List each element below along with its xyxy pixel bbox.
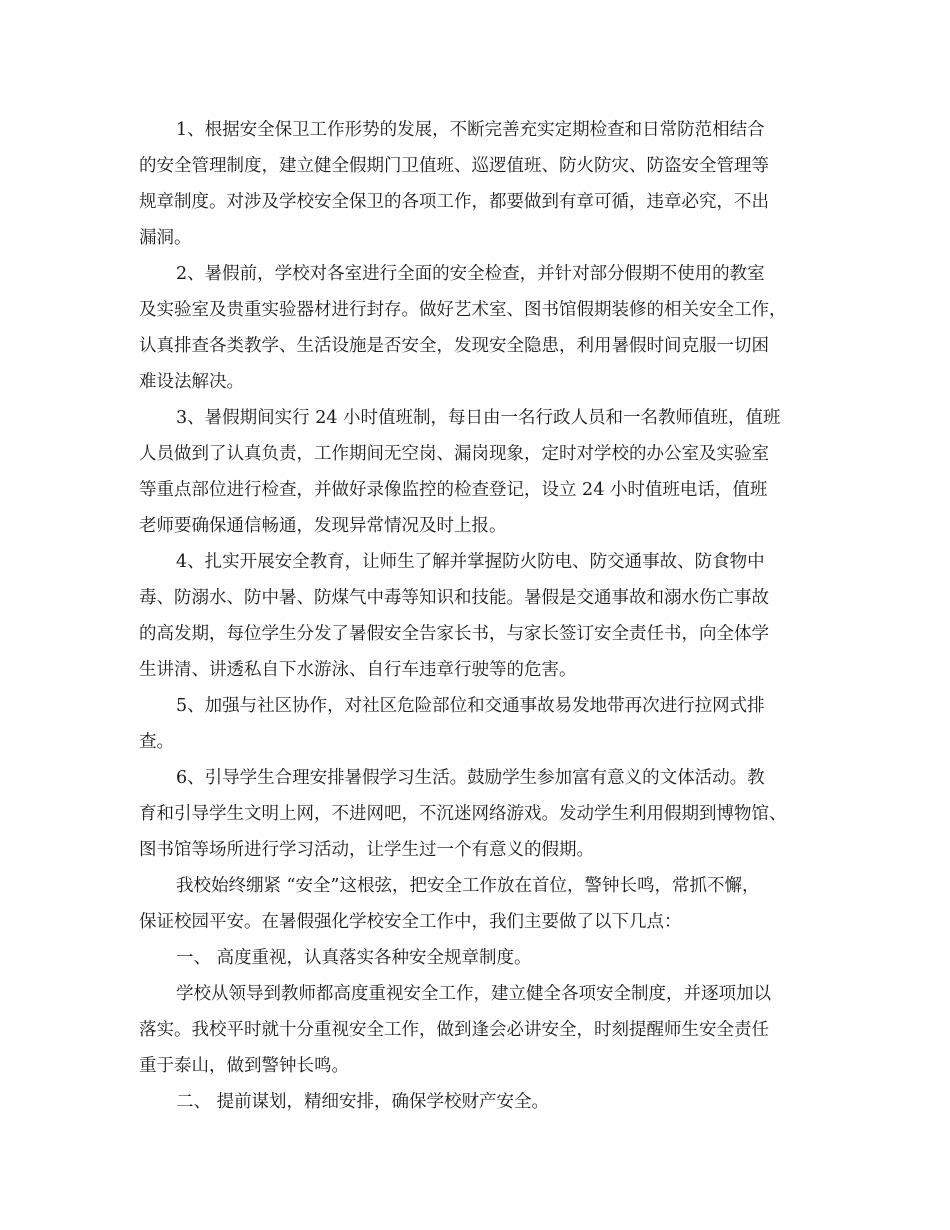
text-line: 的安全管理制度，建立健全假期门卫值班、巡逻值班、防火防灾、防盗安全管理等 <box>139 156 769 176</box>
text-line: 5、加强与社区协作，对社区危险部位和交通事故易发地带再次进行拉网式排 <box>176 696 765 716</box>
text-line: 2、暑假前，学校对各室进行全面的安全检查，并针对部分假期不使用的教室 <box>176 264 765 284</box>
text-line: 人员做到了认真负责，工作期间无空岗、漏岗现象，定时对学校的办公室及实验室 <box>139 444 769 464</box>
section-heading: 一、 高度重视，认真落实各种安全规章制度。 <box>176 948 532 968</box>
text-line: 查。 <box>139 732 174 752</box>
text-line: 难设法解决。 <box>139 372 244 392</box>
text-line: 规章制度。对涉及学校安全保卫的各项工作，都要做到有章可循，违章必究，不出 <box>139 192 769 212</box>
text-line: 及实验室及贵重实验器材进行封存。做好艺术室、图书馆假期装修的相关安全工作， <box>139 300 787 320</box>
text-line: 重于泰山，做到警钟长鸣。 <box>139 1056 349 1076</box>
text-line: 认真排查各类教学、生活设施是否安全，发现安全隐患，利用暑假时间克服一切困 <box>139 336 769 356</box>
text-line: 3、暑假期间实行 24 小时值班制，每日由一名行政人员和一名教师值班，值班 <box>176 408 781 428</box>
text-line: 图书馆等场所进行学习活动，让学生过一个有意义的假期。 <box>139 840 594 860</box>
section-heading: 二、 提前谋划，精细安排，确保学校财产安全。 <box>176 1092 550 1112</box>
text-line: 漏洞。 <box>139 228 192 248</box>
text-line: 1、根据安全保卫工作形势的发展，不断完善充实定期检查和日常防范相结合 <box>176 120 765 140</box>
text-line: 4、扎实开展安全教育，让师生了解并掌握防火防电、防交通事故、防食物中 <box>176 552 765 572</box>
text-line: 毒、防溺水、防中暑、防煤气中毒等知识和技能。暑假是交通事故和溺水伤亡事故 <box>139 588 769 608</box>
text-line: 的高发期，每位学生分发了暑假安全告家长书，与家长签订安全责任书，向全体学 <box>139 624 769 644</box>
text-line: 我校始终绷紧 “安全”这根弦，把安全工作放在首位，警钟长鸣，常抓不懈， <box>176 876 760 896</box>
text-line: 保证校园平安。在暑假强化学校安全工作中，我们主要做了以下几点： <box>139 912 682 932</box>
text-line: 落实。我校平时就十分重视安全工作，做到逢会必讲安全，时刻提醒师生安全责任 <box>139 1020 769 1040</box>
text-line: 生讲清、讲透私自下水游泳、自行车违章行驶等的危害。 <box>139 660 577 680</box>
text-line: 学校从领导到教师都高度重视安全工作，建立健全各项安全制度，并逐项加以 <box>176 984 771 1004</box>
text-line: 等重点部位进行检查，并做好录像监控的检查登记，设立 24 小时值班电话，值班 <box>139 480 768 500</box>
text-line: 老师要确保通信畅通，发现异常情况及时上报。 <box>139 516 507 536</box>
text-line: 育和引导学生文明上网，不进网吧，不沉迷网络游戏。发动学生利用假期到博物馆、 <box>139 804 787 824</box>
text-line: 6、引导学生合理安排暑假学习生活。鼓励学生参加富有意义的文体活动。教 <box>176 768 765 788</box>
